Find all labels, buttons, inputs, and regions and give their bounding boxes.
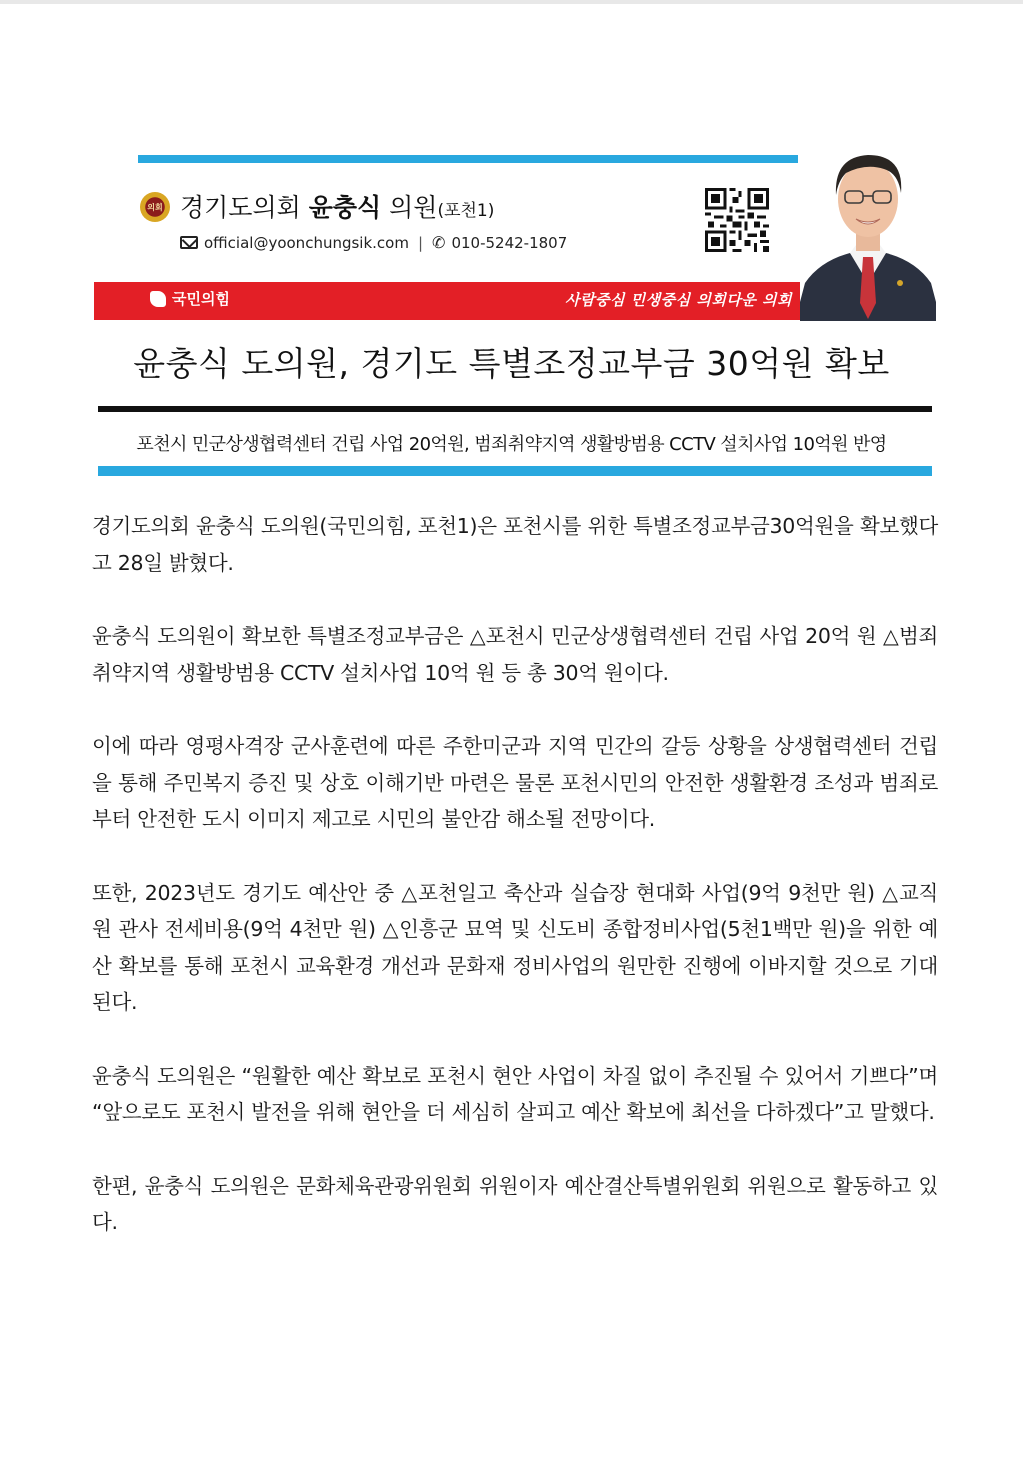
- article-body: [92, 508, 938, 1278]
- paragraph: 경기도의회 윤충식 도의원(국민의힘, 포천1)은 포천시를 위한 특별조정교부금30억원을 확보했다고 28일 밝혔다.: [92, 514, 938, 575]
- paragraph: 한편, 윤충식 도의원은 문화체육관광위원회 위원이자 예산결산특별위원회 위원으로 활동하고 있다.: [92, 1173, 938, 1234]
- paragraph: 윤충식 도의원은 “원활한 예산 확보로 포천시 현안 사업이 차질 없이 추진될 수 있어서 기쁘다”며 “앞으로도 포천시 발전을 위해 현안을 더 세심히 살피고 예산 확보에 최선을 다하겠다”고 말했다.: [92, 1063, 938, 1124]
- slogan: 사람중심 민생중심 의회다운 의회: [565, 291, 793, 309]
- contact-line: [180, 233, 567, 252]
- mail-icon: [180, 236, 198, 249]
- member-name: 윤충식: [308, 193, 382, 222]
- headline-divider: [98, 406, 932, 412]
- party-mark-icon: [150, 291, 166, 307]
- emblem-text: 의회: [147, 202, 163, 212]
- member-portrait: [800, 133, 936, 321]
- phone-number[interactable]: 010-5242-1807: [451, 233, 568, 252]
- article-headline: 윤충식 도의원, 경기도 특별조정교부금 30억원 확보: [133, 344, 890, 383]
- party-name: 국민의힘: [172, 290, 230, 308]
- subheadline-divider: [98, 466, 932, 476]
- phone-icon: ✆: [432, 233, 446, 252]
- qr-code-icon[interactable]: [705, 188, 769, 252]
- paragraph: 윤충식 도의원이 확보한 특별조정교부금은 △포천시 민군상생협력센터 건립 사업 20억 원 △범죄취약지역 생활방범용 CCTV 설치사업 10억 원 등 총 30억 원이다.: [92, 624, 938, 685]
- top-border: [0, 0, 1023, 4]
- member-role: 의원: [389, 193, 438, 222]
- paragraph: 이에 따라 영평사격장 군사훈련에 따른 주한미군과 지역 민간의 갈등 상황을 상생협력센터 건립을 통해 주민복지 증진 및 상호 이해기반 마련은 물론 포천시민의 안전한 생활환경 조성과 범죄로부터 안전한 도시 이미지 제고로 시민의 불안감 해소될 전망이다.: [92, 734, 938, 831]
- header-accent-bar: [138, 155, 798, 163]
- party-logo: [150, 288, 230, 309]
- council-member-title: [180, 188, 494, 224]
- member-district: (포천1): [437, 201, 495, 221]
- article-subheadline: 포천시 민군상생협력센터 건립 사업 20억원, 범죄취약지역 생활방범용 CCTV 설치사업 10억원 반영: [136, 434, 887, 455]
- council-emblem-icon: [140, 192, 170, 222]
- paragraph: 또한, 2023년도 경기도 예산안 중 △포천일고 축산과 실습장 현대화 사업(9억 9천만 원) △교직원 관사 전세비용(9억 4천만 원) △인흥군 묘역 및 신도비 종합정비사업(5천1백만 원)을 위한 예산 확보를 통해 포천시 교육환경 개선과 문화재 정비사업의 원만한 진행에 이바지할 것으로 기대된다.: [92, 880, 938, 1014]
- contact-divider: |: [417, 233, 424, 252]
- email-link[interactable]: official@yoonchungsik.com: [204, 233, 409, 252]
- council-name: 경기도의회: [180, 193, 301, 222]
